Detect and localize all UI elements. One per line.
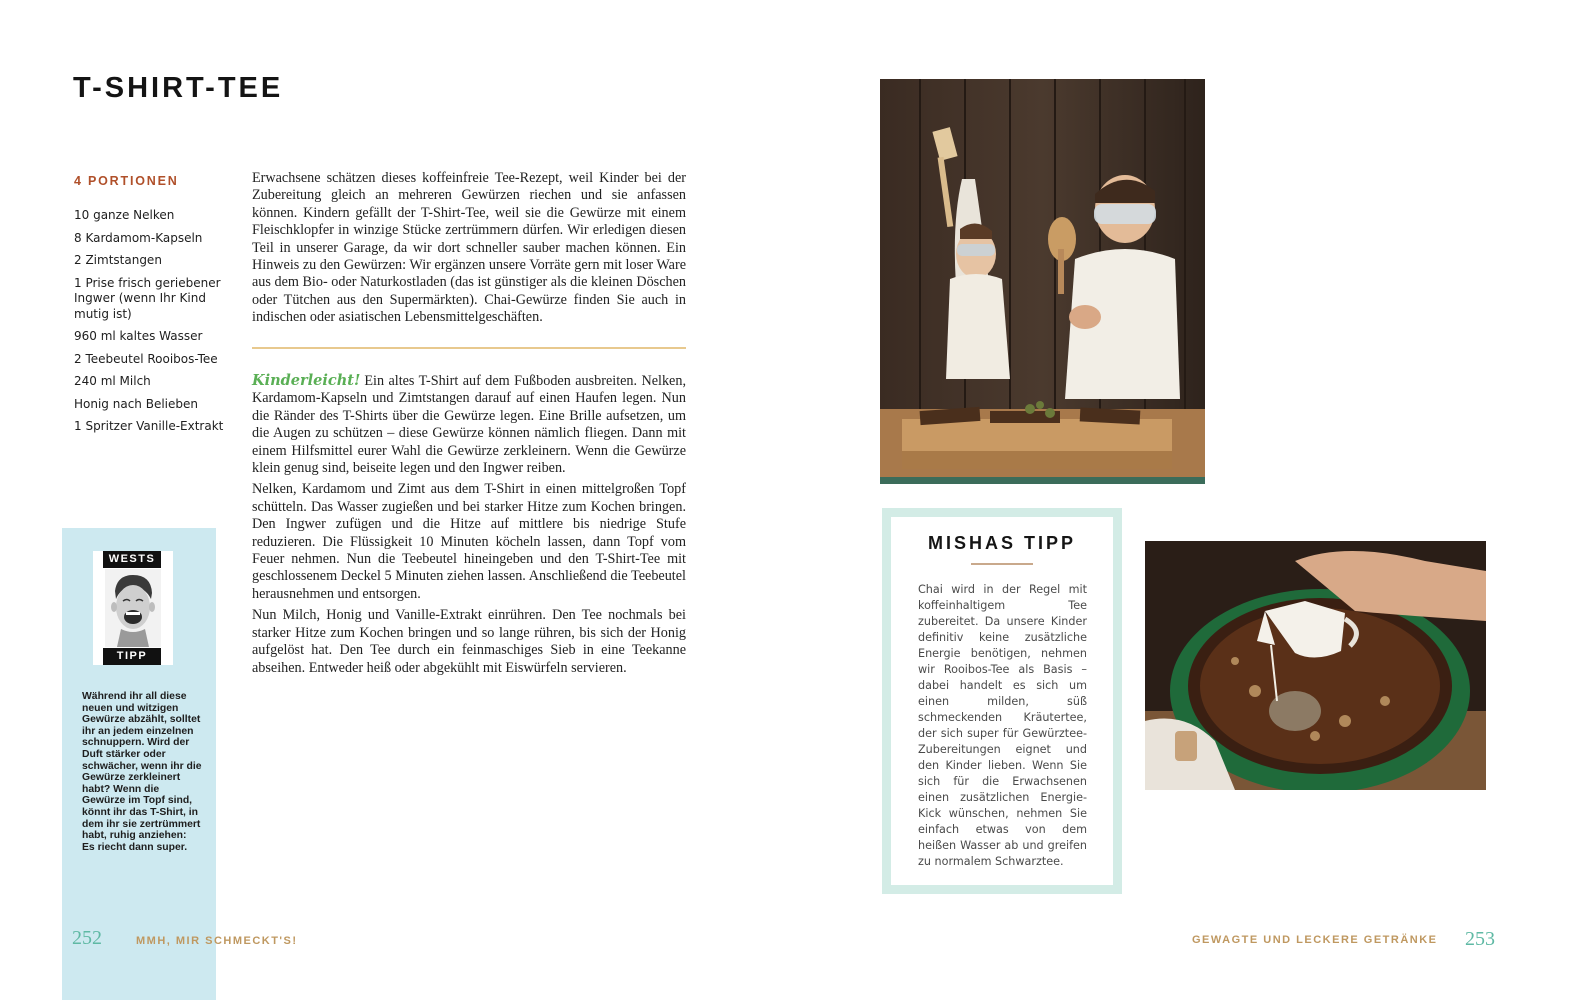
page-number-right: 253 (1465, 928, 1495, 950)
ingredient-item: 10 ganze Nelken (74, 208, 175, 222)
ingredient-item: 2 Zimtstangen (74, 253, 162, 267)
section-divider (252, 347, 686, 349)
ingredient-item: 2 Teebeutel Rooibos-Tee (74, 351, 218, 366)
kinderleicht-label: Kinderleicht! (252, 372, 361, 389)
ingredient-item: 1 Prise frisch geriebener Ingwer (wenn Ihr Kind mutig ist) (74, 275, 221, 321)
ingredient-list (74, 208, 234, 442)
intro-paragraph: Erwachsene schätzen dieses koffeinfreie Tee-Rezept, weil Kinder bei der Zubereitung gleich an mehreren Gewürzen riechen und sie anfassen können. Kindern gefällt der T-Shirt-Tee, weil sie die Gewürze mit einem Fleischklopfer in winzige Stücke zertrümmern dürfen. Wir erledigen diesen Teil in unserer Garage, da wir dort schneller sauber machen können. Ein Hinweis zu den Gewürzen: Wir ergänzen unsere Vorräte gern mit loser Ware aus dem Bio- oder Naturkostladen (das ist günstiger als die kleinen Döschen oder Tütchen aus den Supermärkten). Chai-Gewürze finden Sie auch in indischen oder asiatischen Lebensmittelgeschäften. (252, 170, 686, 326)
pouring-milk-into-pot-photo (1145, 541, 1486, 790)
wests-tip-text: Während ihr all diese neuen und witzigen Gewürze abzählt, solltet ihr an jedem einzelnen schnuppern. Wird der Duft stärker oder schwächer, wenn ihr die Gewürze zerkleinert habt? Wenn die Gewürze im Topf sind, könnt ihr das T-Shirt, in dem ihr sie zertrümmert habt, ruhig anziehen: Es riecht dann super. (82, 691, 202, 853)
wests-tip-badge (93, 551, 173, 665)
ingredient-item: Honig nach Belieben (74, 396, 198, 411)
ingredient-item: 240 ml Milch (74, 374, 151, 388)
step-paragraph (252, 372, 686, 477)
ingredient-item: 960 ml kaltes Wasser (74, 329, 203, 343)
badge-label-top: WESTS (103, 551, 161, 568)
ingredient-item: 1 Spritzer Vanille-Extrakt (74, 419, 224, 433)
mishas-tip-text: Chai wird in der Regel mit koffeinhaltigem Tee zubereitet. Da unsere Kinder definitiv keine zusätzliche Energie benötigen, nehmen wir Rooibos-Tee als Basis – dabei handelt es sich um einen milden, süß schmeckenden Kräutertee, der sich super für Gewürztee-Zubereitungen eignet und den Kinder lieben. Wenn Sie sich für die Erwachsenen einen zusätzlichen Energie-Kick wünschen, nehmen Sie einfach etwas von dem heißen Wasser ab und greifen zu normalem Schwarztee. (918, 583, 1087, 868)
mishas-tip-title: MISHAS TIPP (927, 533, 1076, 553)
recipe-title: T-SHIRT-TEE (73, 72, 284, 104)
child-portrait-image (105, 569, 161, 647)
page-number-left: 252 (72, 927, 102, 949)
instructions (252, 372, 686, 681)
running-head-right: GEWAGTE UND LECKERE GETRÄNKE (1192, 934, 1438, 946)
children-crushing-spices-photo (880, 79, 1205, 484)
running-head-left: MMH, MIR SCHMECKT'S! (136, 935, 298, 947)
step-paragraph: Nelken, Kardamom und Zimt aus dem T-Shirt in einen mittelgroßen Topf schütteln. Das Wasser zugießen und bei starker Hitze zum Kochen bringen. Den Ingwer zufügen und die Hitze auf mittlere bis niedrige Stufe reduzieren. Die Flüssigkeit 10 Minuten köcheln lassen, dann Topf vom Feuer nehmen. Nun die Teebeutel hineingeben und den T-Shirt-Tee mit geschlossenem Deckel 5 Minuten ziehen lassen. Anschließend die Teebeutel herausnehmen und entsorgen. (252, 481, 686, 602)
tip-title-underline (971, 563, 1033, 565)
step-text: Ein altes T-Shirt auf dem Fußboden ausbreiten. Nelken, Kardamom-Kapseln und Zimtstangen darauf auf einen Haufen legen. Nun die Ränder des T-Shirts über die Gewürze legen. Eine Brille aufsetzen, um die Augen zu schützen – diese Gewürze können nämlich fliegen. Dann mit einem Hilfsmittel eurer Wahl die Gewürze zerkleinern. Wenn die Gewürze klein genug sind, beiseite legen und den Ingwer reiben. (252, 373, 686, 477)
ingredient-item: 8 Kardamom-Kapseln (74, 230, 203, 245)
step-paragraph: Nun Milch, Honig und Vanille-Extrakt einrühren. Den Tee nochmals bei starker Hitze zum Kochen bringen und so lange rühren, bis sich der Honig aufgelöst hat. Den Tee durch ein feinmaschiges Sieb in eine Teekanne abseihen. Entweder heiß oder abgekühlt mit Eiswürfeln servieren. (252, 607, 686, 676)
badge-label-bottom: TIPP (103, 648, 161, 665)
portions-label: 4 PORTIONEN (74, 174, 179, 188)
